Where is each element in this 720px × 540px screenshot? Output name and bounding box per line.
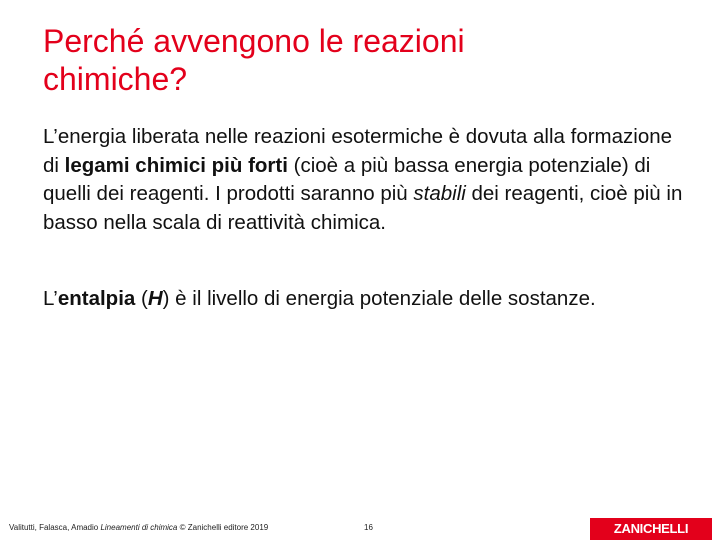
paragraph1-text-1: L’energia liberata nelle reazioni esotermiche è dovuta alla formazione di <box>43 125 673 177</box>
paragraph-exothermic-energy <box>43 123 683 237</box>
paragraph2-text-2: ( <box>135 287 148 310</box>
paragraph2-enthalpy-symbol: H <box>147 287 163 310</box>
paragraph2-bold-enthalpy: entalpia <box>57 287 136 310</box>
footer-authors: Valitutti, Falasca, Amadio <box>9 523 101 532</box>
zanichelli-logo: ZANICHELLI <box>590 518 712 540</box>
paragraph1-text-3: dei reagenti, cioè più in basso nella scala di reattività chimica. <box>43 182 683 234</box>
page-number: 16 <box>364 523 373 532</box>
paragraph2-text-1: L’ <box>43 287 58 310</box>
paragraph1-bold-stronger-bonds: legami chimici più forti <box>64 153 288 177</box>
footer-citation <box>9 523 268 533</box>
paragraph1-text-2: (cioè a più bassa energia potenziale) di quelli dei reagenti. I prodotti saranno più <box>43 153 651 205</box>
slide-title <box>43 22 683 98</box>
paragraph2-text-3: ) è il livello di energia potenziale delle sostanze. <box>162 287 596 310</box>
slide-title-line-2: chimiche? <box>43 61 188 97</box>
footer-publisher: © Zanichelli editore 2019 <box>177 523 269 532</box>
footer-book-title: Lineamenti di chimica <box>100 523 178 532</box>
slide-title-line-1: Perché avvengono le reazioni <box>43 23 465 59</box>
paragraph-enthalpy-definition <box>43 285 683 314</box>
paragraph1-italic-stable: stabili <box>413 182 466 205</box>
